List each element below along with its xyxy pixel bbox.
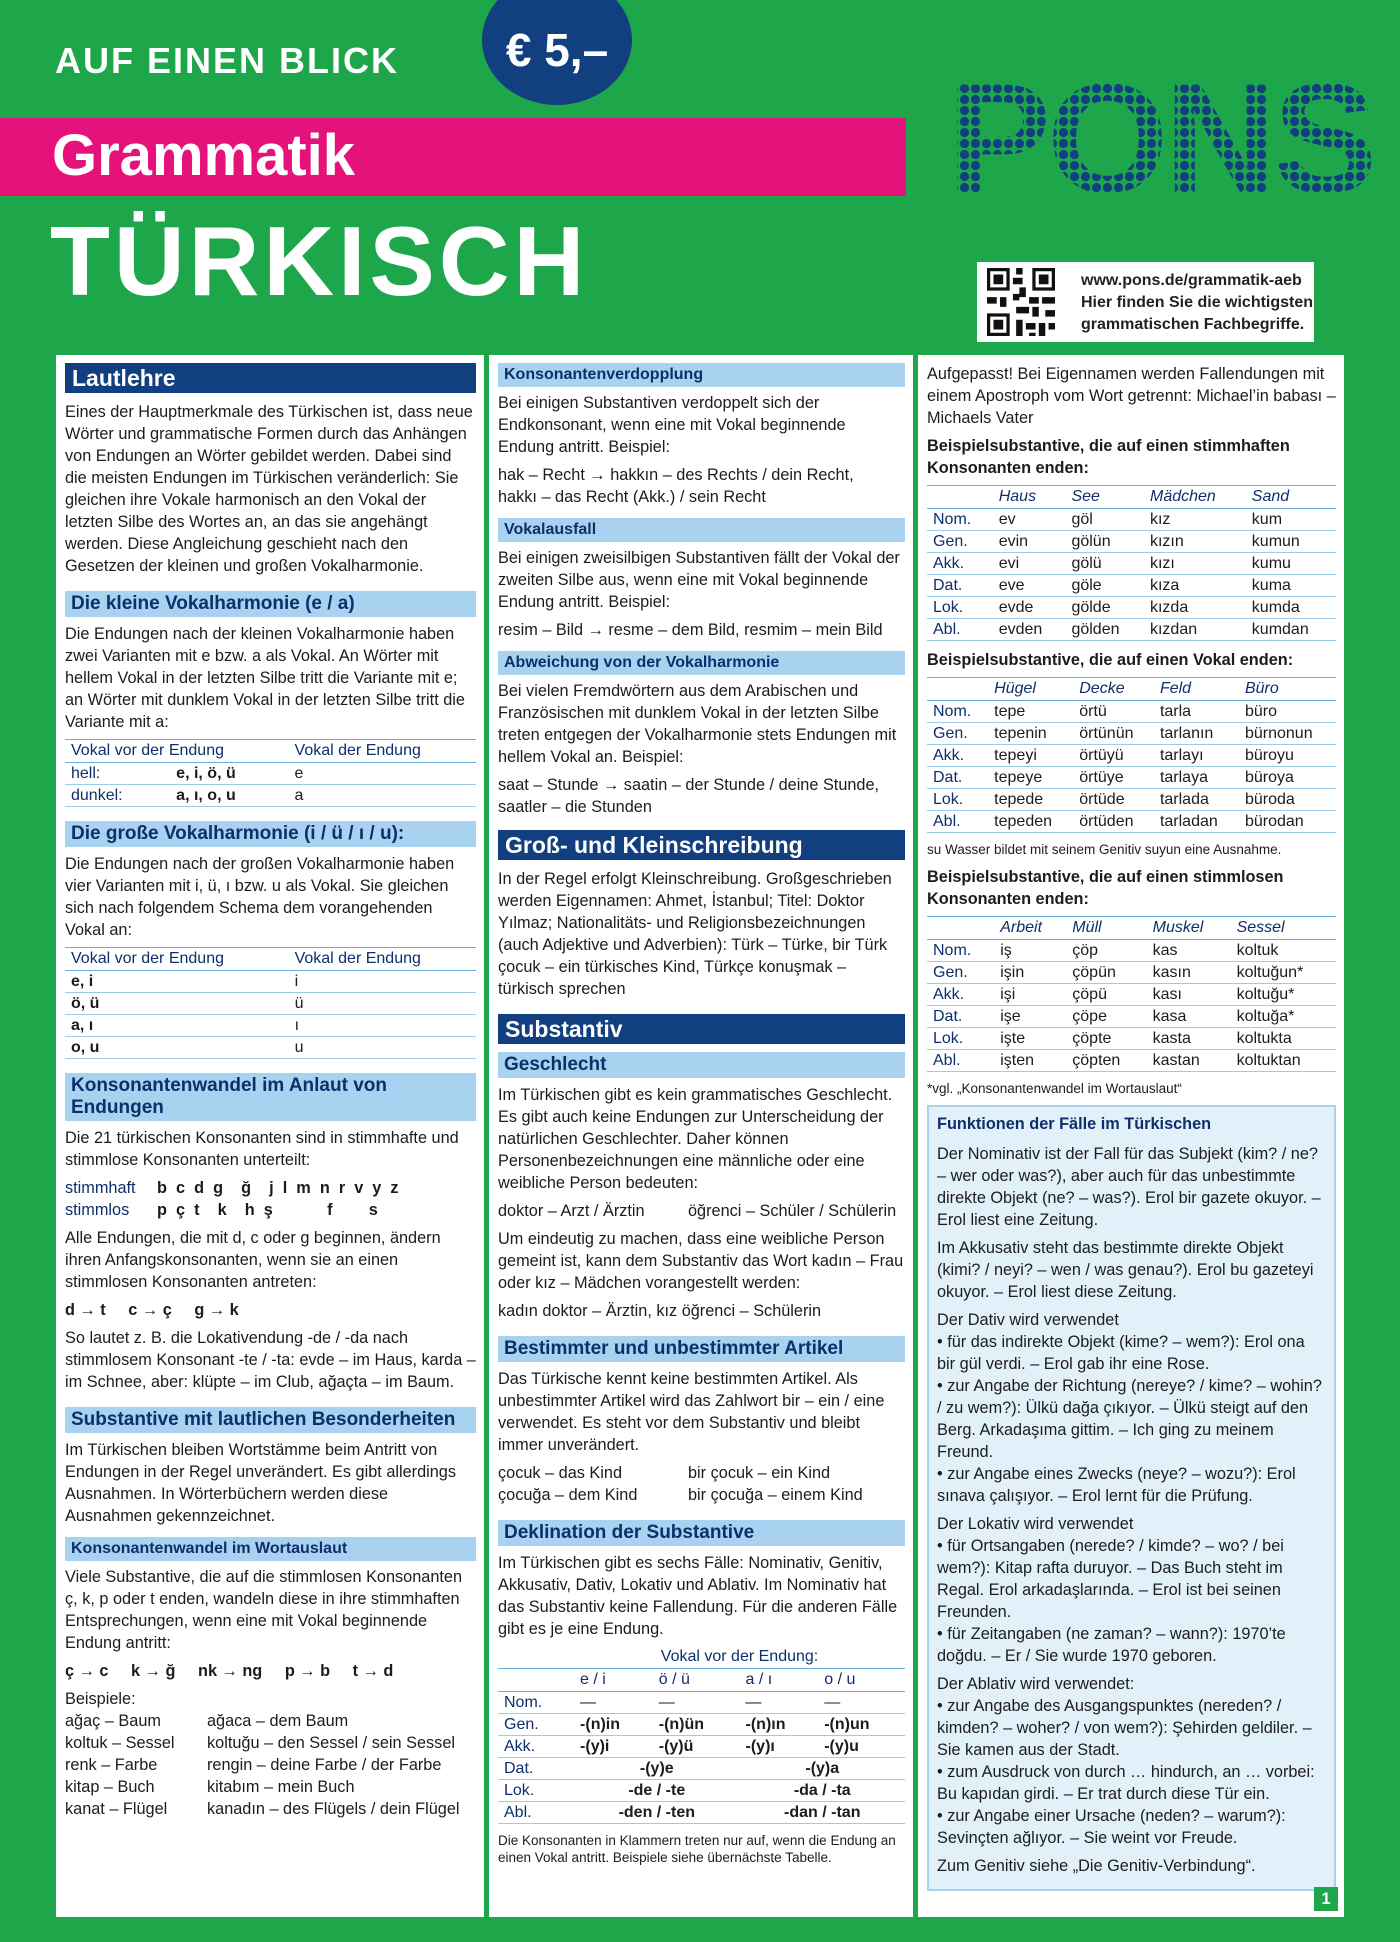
geschlecht-text-2: Um eindeutig zu machen, dass eine weibliche Person gemeint ist, kann dem Substantiv das Wort kadın – Frau oder kız – Mädchen vorangestellt werden: bbox=[498, 1230, 904, 1292]
table-cell: a bbox=[289, 785, 476, 807]
table-cell: büroda bbox=[1239, 789, 1336, 811]
example: öğrenci – Schüler / Schülerin bbox=[688, 1202, 897, 1220]
dativ-block bbox=[937, 1309, 1326, 1507]
table-cell: kumda bbox=[1246, 597, 1336, 619]
table-header: a / ı bbox=[740, 1669, 819, 1692]
table-row bbox=[927, 1028, 1336, 1050]
table-caption: Vokal vor der Endung: bbox=[574, 1646, 905, 1669]
genitiv-reference: Zum Genitiv siehe „Die Genitiv-Verbindung“. bbox=[937, 1857, 1256, 1875]
table-header: Hügel bbox=[988, 678, 1073, 701]
example: rengin – deine Farbe / der Farbe bbox=[207, 1756, 442, 1774]
table-cell: koltuğun* bbox=[1231, 962, 1336, 984]
table-cell: kasta bbox=[1147, 1028, 1231, 1050]
table-cell: göle bbox=[1065, 575, 1144, 597]
list-item: • für das indirekte Objekt (kime? – wem?): Erol ona bir gül verdi. – Erol gab ihr eine Rose. bbox=[937, 1333, 1305, 1373]
table-cell: büro bbox=[1239, 701, 1336, 723]
table-cell: çöpü bbox=[1066, 984, 1146, 1006]
table-3-caption: Beispielsubstantive, die auf einen stimmlosen Konsonanten enden: bbox=[927, 868, 1284, 908]
table-cell: ev bbox=[993, 509, 1066, 531]
qr-text bbox=[1081, 270, 1313, 336]
list-item: Der Lokativ wird verwendet bbox=[937, 1515, 1134, 1533]
table-cell: i bbox=[289, 971, 476, 993]
table-cell: Dat. bbox=[498, 1758, 574, 1780]
list-item: Der Dativ wird verwendet bbox=[937, 1311, 1119, 1329]
list-item bbox=[65, 1776, 476, 1798]
table-cell: Lok. bbox=[498, 1780, 574, 1802]
table-cell: kızın bbox=[1144, 531, 1246, 553]
table-cell: -(y)ı bbox=[740, 1736, 819, 1758]
list-item: • zur Angabe des Ausgangspunktes (nereden? / kimden? – woher? / von wem?): Şehirden geldiler. – Sie kamen aus der Stadt. bbox=[937, 1697, 1312, 1759]
example: renk – Farbe bbox=[65, 1756, 158, 1774]
anlaut-text-2: Alle Endungen, die mit d, c oder g beginnen, ändern ihren Anfangskonsonanten, wenn sie an einen stimmlosen Konsonanten antreten: bbox=[65, 1229, 441, 1291]
table-cell: Nom. bbox=[927, 701, 988, 723]
list-item: • für Ortsangaben (nerede? / kimde? – wo? / bei wem?): Kitap rafta duruyor. – Das Buch steht im Regal. Erol arkadaşlarında. – Erol ist bei seinen Freunden. bbox=[937, 1537, 1284, 1621]
table-row bbox=[927, 811, 1336, 833]
table-cell: e, i bbox=[65, 971, 289, 993]
table-cell: kasa bbox=[1147, 1006, 1231, 1028]
example: çocuğa – dem Kind bbox=[498, 1486, 638, 1504]
table-cell: -(y)ü bbox=[653, 1736, 740, 1758]
table-cell: Lok. bbox=[927, 1028, 994, 1050]
table-cell: işten bbox=[994, 1050, 1066, 1072]
table-cell: eve bbox=[993, 575, 1066, 597]
table-cell: Gen. bbox=[927, 962, 994, 984]
table-header: Sand bbox=[1246, 486, 1336, 509]
table-cell: ü bbox=[289, 993, 476, 1015]
table-cell: -(y)i bbox=[574, 1736, 653, 1758]
abweichung-text: Bei vielen Fremdwörtern aus dem Arabischen und Französischen mit dunklem Vokal in der letzten Silbe treten entgegen der Vokalharmonie stets Endungen mit hellem Vokal an. Beispiel: bbox=[498, 682, 897, 766]
table-cell: Akk. bbox=[927, 553, 993, 575]
list-item bbox=[498, 1462, 905, 1484]
substantiv-heading: Substantiv bbox=[498, 1014, 905, 1044]
page-number: 1 bbox=[1314, 1887, 1338, 1911]
table-cell: kızdan bbox=[1144, 619, 1246, 641]
ablativ-block bbox=[937, 1673, 1326, 1849]
table-cell: -(n)un bbox=[818, 1714, 905, 1736]
table-cell: Dat. bbox=[927, 575, 993, 597]
table-cell: Abl. bbox=[498, 1802, 574, 1824]
table-header: Haus bbox=[993, 486, 1066, 509]
example: koltuk – Sessel bbox=[65, 1734, 175, 1752]
table-cell: Akk. bbox=[927, 984, 994, 1006]
table-cell: o, u bbox=[65, 1037, 289, 1059]
besonderheiten-text: Im Türkischen bleiben Wortstämme beim Antritt von Endungen in der Regel unverändert. Es gibt allerdings Ausnahmen. In Wörterbüchern werden diese Ausnahmen gekennzeichnet. bbox=[65, 1441, 457, 1525]
table-cell: büroyu bbox=[1239, 745, 1336, 767]
table-cell: kıza bbox=[1144, 575, 1246, 597]
grosse-vokalharmonie-heading: Die große Vokalharmonie (i / ü / ı / u): bbox=[65, 821, 476, 847]
table-cell: tarlanın bbox=[1154, 723, 1239, 745]
table-cell: örtüde bbox=[1073, 789, 1154, 811]
table-header bbox=[927, 486, 993, 509]
table-cell: kuma bbox=[1246, 575, 1336, 597]
geschlecht-examples bbox=[498, 1200, 905, 1222]
table-cell: Nom. bbox=[927, 940, 994, 962]
table-cell: Dat. bbox=[927, 767, 988, 789]
price-badge: € 5,– bbox=[482, 0, 632, 105]
table-header bbox=[927, 678, 988, 701]
row-value: p ç t k h ş f s bbox=[157, 1201, 378, 1219]
table-cell: ı bbox=[289, 1015, 476, 1037]
table-cell: Lok. bbox=[927, 597, 993, 619]
table-cell: -(n)ün bbox=[653, 1714, 740, 1736]
table-cell: koltuktan bbox=[1231, 1050, 1336, 1072]
svg-text:PONS: PONS bbox=[946, 52, 1374, 226]
example-table-3 bbox=[927, 916, 1336, 1072]
table-row bbox=[927, 1006, 1336, 1028]
table-row bbox=[927, 1050, 1336, 1072]
table-cell: koltuğu* bbox=[1231, 984, 1336, 1006]
faelle-info-box bbox=[927, 1105, 1336, 1891]
table-cell: evden bbox=[993, 619, 1066, 641]
table-cell: işin bbox=[994, 962, 1066, 984]
list-item: • zur Angabe einer Ursache (neden? – warum?): Sevinçten ağlıyor. – Sie weint vor Freude. bbox=[937, 1807, 1286, 1847]
deklination-table bbox=[498, 1646, 905, 1824]
table-header: Mädchen bbox=[1144, 486, 1246, 509]
anlaut-rule: d → t c → ç g → k bbox=[65, 1301, 239, 1319]
table-header: Büro bbox=[1239, 678, 1336, 701]
table-cell: koltuğa* bbox=[1231, 1006, 1336, 1028]
table-cell: örtünün bbox=[1073, 723, 1154, 745]
table-row bbox=[927, 619, 1336, 641]
example: kitap – Buch bbox=[65, 1778, 155, 1796]
wortauslaut-heading: Konsonantenwandel im Wortauslaut bbox=[65, 1537, 476, 1561]
list-item bbox=[65, 1710, 476, 1732]
table-cell: -(y)a bbox=[740, 1758, 905, 1780]
table-cell: -den / -ten bbox=[574, 1802, 739, 1824]
table-cell: çöp bbox=[1066, 940, 1146, 962]
eigennamen-note: Aufgepasst! Bei Eigennamen werden Fallendungen mit einem Apostroph vom Wort getrennt: Michael’in babası – Michaels Vater bbox=[927, 365, 1336, 427]
table-row bbox=[927, 509, 1336, 531]
table-cell: a, ı bbox=[65, 1015, 289, 1037]
column-1 bbox=[56, 355, 484, 1917]
qr-code-icon bbox=[987, 268, 1055, 336]
table-row bbox=[927, 962, 1336, 984]
subtitle: Grammatik bbox=[52, 123, 356, 188]
table-cell: Gen. bbox=[927, 531, 993, 553]
table-header: Sessel bbox=[1231, 917, 1336, 940]
table-cell: evi bbox=[993, 553, 1066, 575]
table-cell: tepeden bbox=[988, 811, 1073, 833]
example: çocuk – das Kind bbox=[498, 1464, 622, 1482]
example: koltuğu – den Sessel / sein Sessel bbox=[207, 1734, 455, 1752]
vokalausfall-example: resim – Bild → resme – dem Bild, resmim – mein Bild bbox=[498, 621, 883, 639]
list-item: Der Ablativ wird verwendet: bbox=[937, 1675, 1135, 1693]
column-3 bbox=[918, 355, 1344, 1917]
table-cell: tarlaya bbox=[1154, 767, 1239, 789]
table-cell: büroya bbox=[1239, 767, 1336, 789]
table-cell: tepe bbox=[988, 701, 1073, 723]
column-2 bbox=[489, 355, 913, 1917]
vokalausfall-heading: Vokalausfall bbox=[498, 518, 905, 542]
table-header: o / u bbox=[818, 1669, 905, 1692]
table-cell: kumun bbox=[1246, 531, 1336, 553]
wortauslaut-text: Viele Substantive, die auf die stimmlosen Konsonanten ç, k, p oder t enden, wandeln diese in ihre stimmhaften Entsprechungen, wenn eine mit Vokal beginnende Endung antritt: bbox=[65, 1568, 463, 1652]
qr-info-box[interactable] bbox=[977, 262, 1314, 342]
table-cell: evin bbox=[993, 531, 1066, 553]
table-cell: çöpte bbox=[1066, 1028, 1146, 1050]
table-cell: iş bbox=[994, 940, 1066, 962]
table-cell: çöpe bbox=[1066, 1006, 1146, 1028]
table-cell: e bbox=[289, 763, 476, 785]
kleine-vokalharmonie-heading: Die kleine Vokalharmonie (e / a) bbox=[65, 591, 476, 617]
table-cell: Akk. bbox=[927, 745, 988, 767]
table-cell: kızda bbox=[1144, 597, 1246, 619]
table-cell: u bbox=[289, 1037, 476, 1059]
lautlehre-text: Eines der Hauptmerkmale des Türkischen ist, dass neue Wörter und grammatische Formen durch das Anhängen von Endungen an Wörter gebildet werden. Dabei sind die meisten Endungen im Türkischen veränderlich: Sie gleichen ihre Vokale harmonisch an den Vokal der letzten Silbe des Wortes an, an das sie angehängt werden. Diese Angleichung geschieht nach den Gesetzen der kleinen und großen Vokalharmonie. bbox=[65, 403, 473, 575]
example: doktor – Arzt / Ärztin bbox=[498, 1202, 645, 1220]
table-cell: -dan / -tan bbox=[740, 1802, 905, 1824]
table-header: Vokal vor der Endung bbox=[65, 740, 289, 763]
grosse-vokalharmonie-table bbox=[65, 947, 476, 1059]
table-cell: kası bbox=[1147, 984, 1231, 1006]
artikel-heading: Bestimmter und unbestimmter Artikel bbox=[498, 1336, 905, 1362]
table-cell: kız bbox=[1144, 509, 1246, 531]
list-item bbox=[65, 1798, 476, 1820]
table-cell: Nom. bbox=[498, 1692, 574, 1714]
table-cell: örtüden bbox=[1073, 811, 1154, 833]
table-cell: kumu bbox=[1246, 553, 1336, 575]
table-cell: Abl. bbox=[927, 811, 988, 833]
list-item: • zur Angabe eines Zwecks (neye? – wozu?): Erol sınava çalışıyor. – Erol lernt für die Prüfung. bbox=[937, 1465, 1296, 1505]
qr-line-2: Hier finden Sie die wichtigsten bbox=[1081, 294, 1314, 311]
example: bir çocuğa – einem Kind bbox=[688, 1486, 863, 1504]
lautlehre-heading: Lautlehre bbox=[65, 363, 476, 393]
table-header: ö / ü bbox=[653, 1669, 740, 1692]
table-cell: e, i, ö, ü bbox=[170, 763, 288, 785]
table-cell: bürnonun bbox=[1239, 723, 1336, 745]
table-header: Feld bbox=[1154, 678, 1239, 701]
table-header: Arbeit bbox=[994, 917, 1066, 940]
row-value: b c d g ğ j l m n r v y z bbox=[157, 1179, 399, 1197]
table-cell: gölde bbox=[1065, 597, 1144, 619]
table-cell: -(n)ın bbox=[740, 1714, 819, 1736]
vokalausfall-text: Bei einigen zweisilbigen Substantiven fällt der Vokal der zweiten Silbe aus, wenn eine mit Vokal beginnende Endung antritt. Beispiel: bbox=[498, 549, 900, 611]
table-cell: -(y)u bbox=[818, 1736, 905, 1758]
table-cell: evde bbox=[993, 597, 1066, 619]
table-row bbox=[927, 745, 1336, 767]
table-row bbox=[927, 940, 1336, 962]
konsonantenwandel-anlaut-heading: Konsonantenwandel im Anlaut von Endungen bbox=[65, 1073, 476, 1121]
stimmhaft-row bbox=[65, 1177, 476, 1199]
table-cell: — bbox=[653, 1692, 740, 1714]
table-cell: tepenin bbox=[988, 723, 1073, 745]
table-cell: tarla bbox=[1154, 701, 1239, 723]
gross-klein-text: In der Regel erfolgt Kleinschreibung. Großgeschrieben werden Eigennamen: Ahmet, İstanbul; Titel: Doktor Yılmaz; Nationalitäts- und Religionsbezeichnungen (auch Adjektive und Adverbien): Türk – Türke, bir Türk çocuk – ein türkisches Kind, Türkçe konuşmak – türkisch sprechen bbox=[498, 870, 892, 998]
table-header: Müll bbox=[1066, 917, 1146, 940]
table-row bbox=[927, 789, 1336, 811]
table-cell: tarlada bbox=[1154, 789, 1239, 811]
table-cell: -(n)in bbox=[574, 1714, 653, 1736]
table-cell: Gen. bbox=[927, 723, 988, 745]
table-cell: çöpün bbox=[1066, 962, 1146, 984]
example: bir çocuk – ein Kind bbox=[688, 1464, 831, 1482]
table-cell: Nom. bbox=[927, 509, 993, 531]
header bbox=[0, 0, 1400, 345]
table-cell: — bbox=[818, 1692, 905, 1714]
table-cell: gölden bbox=[1065, 619, 1144, 641]
qr-line-3: grammatischen Fachbegriffe. bbox=[1081, 316, 1305, 333]
table-cell: koltuk bbox=[1231, 940, 1336, 962]
verdopplung-heading: Konsonantenverdopplung bbox=[498, 363, 905, 387]
table-cell: Abl. bbox=[927, 1050, 994, 1072]
table-cell: bürodan bbox=[1239, 811, 1336, 833]
stimmlos-row bbox=[65, 1199, 476, 1221]
table-row bbox=[927, 575, 1336, 597]
anlaut-text-3: So lautet z. B. die Lokativendung -de / -da nach stimmlosem Konsonant -te / -ta: evde – im Haus, karda – im Schnee, aber: klüpte – im Club, ağaçta – im Baum. bbox=[65, 1329, 476, 1391]
table-header: Vokal der Endung bbox=[289, 740, 476, 763]
table-row bbox=[927, 767, 1336, 789]
table-cell: kastan bbox=[1147, 1050, 1231, 1072]
table-cell: Abl. bbox=[927, 619, 993, 641]
table-cell: kas bbox=[1147, 940, 1231, 962]
table-row bbox=[927, 553, 1336, 575]
table-cell: çöpten bbox=[1066, 1050, 1146, 1072]
geschlecht-text-1: Im Türkischen gibt es kein grammatisches Geschlecht. Es gibt auch keine Endungen zur Unterscheidung der natürlichen Geschlechter. Daher können Personenbezeichnungen eine männliche oder eine weibliche Person bedeuten: bbox=[498, 1086, 893, 1192]
table-cell: Dat. bbox=[927, 1006, 994, 1028]
table-3-note: *vgl. „Konsonantenwandel im Wortauslaut“ bbox=[927, 1081, 1182, 1096]
example-table-2 bbox=[927, 677, 1336, 833]
list-item: • für Zeitangaben (ne zaman? – wann?): 1970’te doğdu. – Er / Sie wurde 1970 geboren. bbox=[937, 1625, 1286, 1665]
table-cell: -da / -ta bbox=[740, 1780, 905, 1802]
table-header bbox=[927, 917, 994, 940]
list-item: • zur Angabe der Richtung (nereye? / kime? – wohin? / zu wem?): Ülkü dağa çıkıyor. – Ülkü steigt auf den Berg. Arkadaşıma gittim. – Ich ging zu meinem Freund. bbox=[937, 1377, 1322, 1461]
anlaut-text-1: Die 21 türkischen Konsonanten sind in stimmhafte und stimmlose Konsonanten unterteilt: bbox=[65, 1129, 459, 1169]
page-title: TÜRKISCH bbox=[50, 206, 589, 316]
table-cell: kızı bbox=[1144, 553, 1246, 575]
table-cell: işte bbox=[994, 1028, 1066, 1050]
artikel-text: Das Türkische kennt keine bestimmten Artikel. Als unbestimmter Artikel wird das Zahlwort bir – ein / eine verwendet. Es steht vor dem Substantiv und bleibt immer unverändert. bbox=[498, 1370, 885, 1454]
list-item bbox=[65, 1754, 476, 1776]
pons-logo bbox=[946, 52, 1374, 226]
list-item bbox=[498, 1484, 905, 1506]
verdopplung-text: Bei einigen Substantiven verdoppelt sich der Endkonsonant, wenn eine mit Vokal beginnende Endung antritt. Beispiel: bbox=[498, 394, 846, 456]
kleine-vokalharmonie-text: Die Endungen nach der kleinen Vokalharmonie haben zwei Varianten mit e bzw. a als Vokal. An Wörter mit hellem Vokal in der letzten Silbe tritt die Variante mit e; an Wörter mit dunklem Vokal in der letzten Silbe tritt die Variante mit a: bbox=[65, 625, 465, 731]
wortauslaut-examples bbox=[65, 1710, 476, 1820]
table-row bbox=[927, 701, 1336, 723]
table-row bbox=[927, 597, 1336, 619]
table-cell: örtüye bbox=[1073, 767, 1154, 789]
table-row bbox=[927, 723, 1336, 745]
lokativ-block bbox=[937, 1513, 1326, 1667]
row-label: stimmlos bbox=[65, 1201, 130, 1219]
table-header: See bbox=[1065, 486, 1144, 509]
table-cell: örtü bbox=[1073, 701, 1154, 723]
deklination-text: Im Türkischen gibt es sechs Fälle: Nominativ, Genitiv, Akkusativ, Dativ, Lokativ und Ablativ. Im Nominativ hat das Substantiv keine Fallendung. Für die anderen Fälle gibt es je eine Endung. bbox=[498, 1554, 898, 1638]
example: ağaç – Baum bbox=[65, 1712, 161, 1730]
table-1-caption: Beispielsubstantive, die auf einen stimmhaften Konsonanten enden: bbox=[927, 437, 1290, 477]
table-cell: koltukta bbox=[1231, 1028, 1336, 1050]
table-cell: tarlayı bbox=[1154, 745, 1239, 767]
table-cell: — bbox=[574, 1692, 653, 1714]
row-label: stimmhaft bbox=[65, 1179, 136, 1197]
table-cell: — bbox=[740, 1692, 819, 1714]
akkusativ-text: Im Akkusativ steht das bestimmte direkte Objekt (kimi? / neyi? – wen / was genau?). Erol bu gazeteyi okuyor. – Erol liest diese Zeitung. bbox=[937, 1239, 1314, 1301]
example: kanadın – des Flügels / dein Flügel bbox=[207, 1800, 460, 1818]
table-cell: örtüyü bbox=[1073, 745, 1154, 767]
deklination-note: Die Konsonanten in Klammern treten nur auf, wenn die Endung an einen Vokal antritt. Beispiele siehe übernächste Tabelle. bbox=[498, 1833, 896, 1865]
table-cell: a, ı, o, u bbox=[170, 785, 288, 807]
table-2-note: su Wasser bildet mit seinem Genitiv suyun eine Ausnahme. bbox=[927, 842, 1282, 857]
verdopplung-example-1: hak – Recht → hakkın – des Rechts / dein Recht, bbox=[498, 466, 854, 484]
table-cell: hell: bbox=[65, 763, 170, 785]
table-cell: gölü bbox=[1065, 553, 1144, 575]
table-cell: tepeyi bbox=[988, 745, 1073, 767]
geschlecht-heading: Geschlecht bbox=[498, 1052, 905, 1078]
table-cell: göl bbox=[1065, 509, 1144, 531]
faelle-box-title: Funktionen der Fälle im Türkischen bbox=[937, 1115, 1212, 1133]
table-header: Decke bbox=[1073, 678, 1154, 701]
table-cell: kumdan bbox=[1246, 619, 1336, 641]
table-cell: ö, ü bbox=[65, 993, 289, 1015]
table-cell: -(y)e bbox=[574, 1758, 739, 1780]
table-cell: kasın bbox=[1147, 962, 1231, 984]
table-cell: Akk. bbox=[498, 1736, 574, 1758]
list-item bbox=[65, 1732, 476, 1754]
table-cell: Gen. bbox=[498, 1714, 574, 1736]
example: kitabım – mein Buch bbox=[207, 1778, 355, 1796]
table-header: e / i bbox=[574, 1669, 653, 1692]
table-cell: gölün bbox=[1065, 531, 1144, 553]
example: kanat – Flügel bbox=[65, 1800, 168, 1818]
grosse-vokalharmonie-text: Die Endungen nach der großen Vokalharmonie haben vier Varianten mit i, ü, ı bzw. u als Vokal. Sie gleichen sich nach folgendem Schema dem vorangehenden Vokal an: bbox=[65, 855, 455, 939]
table-2-caption: Beispielsubstantive, die auf einen Vokal enden: bbox=[927, 651, 1294, 669]
table-cell: işi bbox=[994, 984, 1066, 1006]
example-table-1 bbox=[927, 485, 1336, 641]
table-header: Vokal der Endung bbox=[289, 948, 476, 971]
table-cell: işe bbox=[994, 1006, 1066, 1028]
abweichung-heading: Abweichung von der Vokalharmonie bbox=[498, 651, 905, 675]
kleine-vokalharmonie-table bbox=[65, 739, 476, 807]
qr-url[interactable]: www.pons.de/grammatik-aeb bbox=[1081, 272, 1302, 289]
besonderheiten-heading: Substantive mit lautlichen Besonderheiten bbox=[65, 1407, 476, 1433]
verdopplung-example-2: hakkı – das Recht (Akk.) / sein Recht bbox=[498, 488, 766, 506]
table-cell: -de / -te bbox=[574, 1780, 739, 1802]
beispiele-label: Beispiele: bbox=[65, 1690, 136, 1708]
table-cell: tepeye bbox=[988, 767, 1073, 789]
table-header: Vokal vor der Endung bbox=[65, 948, 289, 971]
deklination-heading: Deklination der Substantive bbox=[498, 1520, 905, 1546]
series-label: AUF EINEN BLICK bbox=[55, 40, 399, 81]
table-row bbox=[927, 531, 1336, 553]
table-cell: kum bbox=[1246, 509, 1336, 531]
table-header: Muskel bbox=[1147, 917, 1231, 940]
example: ağaca – dem Baum bbox=[207, 1712, 349, 1730]
table-cell: tarladan bbox=[1154, 811, 1239, 833]
geschlecht-example-2: kadın doktor – Ärztin, kız öğrenci – Schülerin bbox=[498, 1302, 822, 1320]
table-cell: Lok. bbox=[927, 789, 988, 811]
nominativ-text: Der Nominativ ist der Fall für das Subjekt (kim? / ne? – wer oder was?), aber auch für das unbestimmte direkte Objekt (ne? – was?). Erol bir gazete okuyor. – Erol liest eine Zeitung. bbox=[937, 1145, 1321, 1229]
table-row bbox=[927, 984, 1336, 1006]
list-item: • zum Ausdruck von durch … hindurch, an … vorbei: Bu kapıdan girdi. – Er trat durch diese Tür ein. bbox=[937, 1763, 1315, 1803]
table-cell: dunkel: bbox=[65, 785, 170, 807]
gross-klein-heading: Groß- und Kleinschreibung bbox=[498, 830, 905, 860]
table-cell: tepede bbox=[988, 789, 1073, 811]
abweichung-example: saat – Stunde → saatin – der Stunde / deine Stunde, saatler – die Stunden bbox=[498, 776, 880, 816]
wortauslaut-rule: ç → c k → ğ nk → ng p → b t → d bbox=[65, 1662, 394, 1680]
